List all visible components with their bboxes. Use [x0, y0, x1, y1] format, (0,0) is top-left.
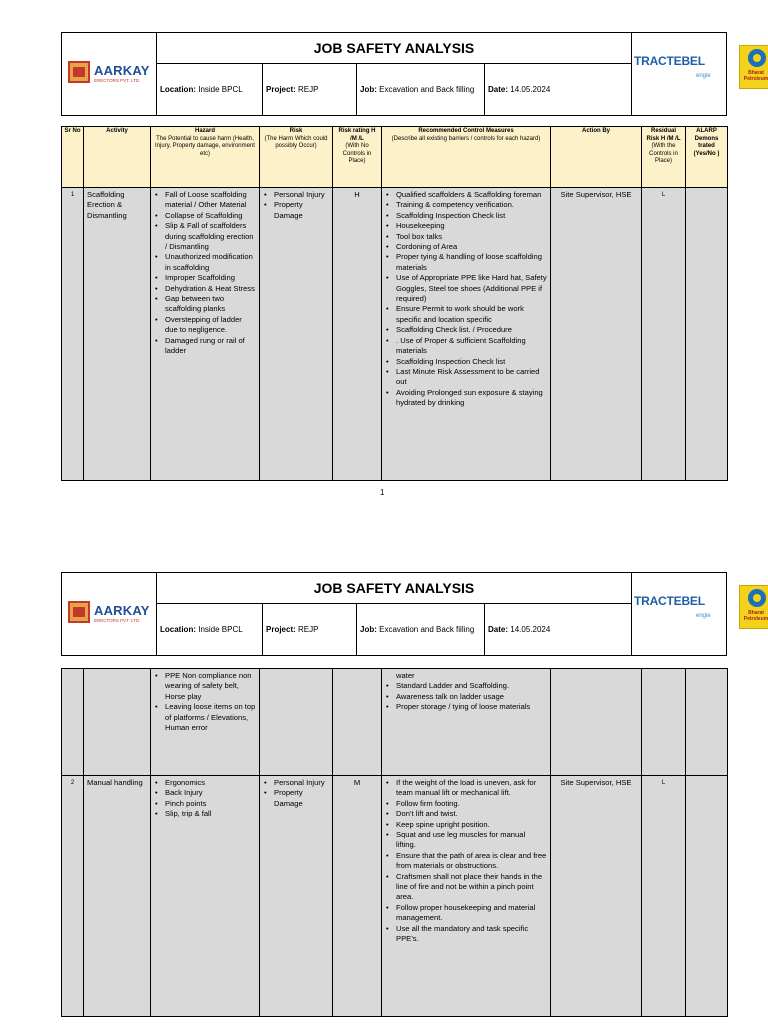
bpcl-logo-text: Bharat Petroleum — [743, 610, 768, 622]
project-field — [263, 64, 357, 115]
list-item: • Awareness talk on ladder usage — [385, 692, 547, 702]
date-value: 14.05.2024 — [510, 625, 551, 634]
col-rating-sub: (With No Controls in Place) — [342, 143, 372, 164]
list-item: • Damaged rung or rail of ladder — [154, 336, 256, 357]
page-number: 1 — [380, 488, 385, 497]
list-item: • Use of Appropriate PPE like Hard hat, Safety Goggles, Steel toe shoes (Additional PPE if required) — [385, 273, 547, 304]
jsa-table-continued — [61, 668, 728, 1017]
list-item: • Ergonomics — [154, 778, 256, 788]
row2-alarp — [686, 776, 728, 1017]
document-header — [61, 32, 768, 116]
job-field — [357, 604, 485, 655]
list-item: • Tool box talks — [385, 232, 547, 242]
list-item: • Gap between two scaffolding planks — [154, 294, 256, 315]
row1-risks — [260, 188, 333, 481]
tractebel-logo: TRACTEBEL — [634, 594, 705, 608]
table-row — [62, 669, 728, 776]
list-item: • Follow proper housekeeping and material management. — [385, 903, 547, 924]
col-risk-sub: (The Harm Which could possibly Occur) — [264, 135, 328, 149]
project-field — [263, 604, 357, 655]
project-value: REJP — [298, 625, 319, 634]
client-logos-cell — [631, 33, 768, 115]
bpcl-logo — [739, 585, 768, 629]
list-item: • Improper Scaffolding — [154, 273, 256, 283]
controls-continuation: water — [396, 671, 415, 680]
row1-hazards — [151, 188, 260, 481]
row1-controls — [382, 188, 551, 481]
date-label: Date: — [488, 625, 509, 634]
row1-cont-controls — [382, 669, 551, 776]
row1-cont-alarp — [686, 669, 728, 776]
list-item: • Qualified scaffolders & Scaffolding foreman — [385, 190, 547, 200]
engie-logo: engie — [696, 73, 711, 79]
list-item: • Personal Injury — [263, 190, 329, 200]
col-rating-title: Risk rating H /M /L — [338, 128, 376, 142]
bpcl-logo-icon — [748, 589, 766, 607]
list-item: • Ensure Permit to work should be work specific and location specific — [385, 304, 547, 325]
project-value: REJP — [298, 85, 319, 94]
row2-risks — [260, 776, 333, 1017]
list-item: • Avoiding Prolonged sun exposure & staying hydrated by drinking — [385, 388, 547, 409]
document-title: JOB SAFETY ANALYSIS — [157, 573, 631, 604]
list-item: • Cordoning of Area — [385, 242, 547, 252]
row2-hazards — [151, 776, 260, 1017]
list-item: • Overstepping of ladder due to negligence. — [154, 315, 256, 336]
col-hazard-title: Hazard — [194, 128, 215, 134]
list-item: • Housekeeping — [385, 221, 547, 231]
header-fields — [157, 604, 631, 655]
client-logos-cell — [631, 573, 768, 655]
list-item: • . Use of Proper & sufficient Scaffolding materials — [385, 336, 547, 357]
col-controls-title: Recommended Control Measures — [418, 128, 514, 134]
col-hazard-sub: The Potential to cause harm (Health, Injury, Property damage, environment etc) — [155, 135, 255, 157]
bpcl-logo-icon — [748, 49, 766, 67]
list-item: • Property Damage — [263, 200, 329, 221]
aarkay-logo-name: AARKAY — [94, 63, 150, 78]
row1-sr: 1 — [62, 188, 84, 481]
list-item: • Pinch points — [154, 799, 256, 809]
col-residual-sub: (With the Controls in Place) — [649, 143, 678, 164]
col-controls-sub: (Describe all existing barriers / controls for each hazard) — [391, 135, 541, 142]
project-label: Project: — [266, 85, 296, 94]
aarkay-logo-icon — [68, 601, 90, 623]
table-row — [62, 776, 728, 1017]
col-risk — [260, 127, 333, 188]
list-item: • Slip, trip & fall — [154, 809, 256, 819]
row2-action-by: Site Supervisor, HSE — [551, 776, 642, 1017]
list-item: • Squat and use leg muscles for manual lifting. — [385, 830, 547, 851]
aarkay-logo-icon — [68, 61, 90, 83]
row1-cont-residual — [642, 669, 686, 776]
document-title: JOB SAFETY ANALYSIS — [157, 33, 631, 64]
aarkay-logo-sub: ERECTORS PVT. LTD. — [94, 618, 141, 623]
aarkay-logo-cell — [62, 33, 157, 115]
job-label: Job: — [360, 85, 377, 94]
list-item: • Fall of Loose scaffolding material / Other Material — [154, 190, 256, 211]
list-item: • Slip & Fall of scaffolders during scaffolding erection / Dismantling — [154, 221, 256, 252]
row1-cont-risks — [260, 669, 333, 776]
document-header — [61, 572, 768, 656]
row1-rating: H — [333, 188, 382, 481]
job-value: Excavation and Back filling — [379, 85, 475, 94]
project-label: Project: — [266, 625, 296, 634]
list-item: • Keep spine upright position. — [385, 820, 547, 830]
col-action: Action By — [551, 127, 642, 188]
date-label: Date: — [488, 85, 509, 94]
table-row — [62, 188, 728, 481]
location-label: Location: — [160, 85, 196, 94]
list-item: • Scaffolding Check list. / Procedure — [385, 325, 547, 335]
jsa-table — [61, 126, 728, 481]
bpcl-logo-text: Bharat Petroleum — [743, 70, 768, 82]
list-item: • Proper tying & handling of loose scaffolding materials — [385, 252, 547, 273]
location-field — [157, 604, 263, 655]
list-item: • Standard Ladder and Scaffolding. — [385, 681, 547, 691]
row1-cont-sr — [62, 669, 84, 776]
col-sr: Sr No — [62, 127, 84, 188]
list-item: • Leaving loose items on top of platforms / Elevations, Human error — [154, 702, 256, 733]
tractebel-logo: TRACTEBEL — [634, 54, 705, 68]
list-item: • Craftsmen shall not place their hands in the line of fire and not be within a pinch point area. — [385, 872, 547, 903]
list-item: • Last Minute Risk Assessment to be carried out — [385, 367, 547, 388]
col-residual — [642, 127, 686, 188]
row1-residual: L — [642, 188, 686, 481]
list-item: • Dehydration & Heat Stress — [154, 284, 256, 294]
list-item: • Scaffolding Inspection Check list — [385, 357, 547, 367]
list-item: • Property Damage — [263, 788, 329, 809]
aarkay-logo-cell — [62, 573, 157, 655]
date-value: 14.05.2024 — [510, 85, 551, 94]
list-item: • PPE Non compliance non wearing of safety belt, Horse play — [154, 671, 256, 702]
list-item: • Training & competency verification. — [385, 200, 547, 210]
col-activity: Activity — [84, 127, 151, 188]
list-item: • Collapse of Scaffolding — [154, 211, 256, 221]
aarkay-logo-name: AARKAY — [94, 603, 150, 618]
list-item: • Ensure that the path of area is clear and free from materials or obstructions. — [385, 851, 547, 872]
location-value: Inside BPCL — [198, 85, 243, 94]
location-value: Inside BPCL — [198, 625, 243, 634]
row2-sr: 2 — [62, 776, 84, 1017]
col-hazard — [151, 127, 260, 188]
row2-controls — [382, 776, 551, 1017]
list-item: • Scaffolding Inspection Check list — [385, 211, 547, 221]
col-alarp: ALARP Demons trated (Yes/No ) — [686, 127, 728, 188]
table-header-row — [62, 127, 728, 188]
location-field — [157, 64, 263, 115]
bpcl-logo — [739, 45, 768, 89]
list-item: • Unauthorized modification in scaffolding — [154, 252, 256, 273]
date-field — [485, 64, 631, 115]
job-field — [357, 64, 485, 115]
location-label: Location: — [160, 625, 196, 634]
list-item: • Don’t lift and twist. — [385, 809, 547, 819]
row2-activity: Manual handling — [84, 776, 151, 1017]
col-rating — [333, 127, 382, 188]
list-item: • Use all the mandatory and task specific PPE’s. — [385, 924, 547, 945]
engie-logo: engie — [696, 613, 711, 619]
aarkay-logo-sub: ERECTORS PVT. LTD. — [94, 78, 141, 83]
row2-residual: L — [642, 776, 686, 1017]
row1-cont-action — [551, 669, 642, 776]
date-field — [485, 604, 631, 655]
col-residual-title: Residual Risk H /M /L — [646, 128, 681, 142]
aarkay-logo — [68, 61, 152, 89]
list-item: • Proper storage / tying of loose materials — [385, 702, 547, 712]
list-item: • If the weight of the load is uneven, ask for team manual lift or mechanical lift. — [385, 778, 547, 799]
page-1 — [0, 0, 768, 505]
list-item: • Back Injury — [154, 788, 256, 798]
col-risk-title: Risk — [289, 128, 303, 134]
row1-activity: Scaffolding Erection & Dismantling — [84, 188, 151, 481]
header-fields — [157, 64, 631, 115]
list-item: • Follow firm footing. — [385, 799, 547, 809]
row1-alarp — [686, 188, 728, 481]
page-2 — [0, 540, 768, 1024]
row1-cont-activity — [84, 669, 151, 776]
job-label: Job: — [360, 625, 377, 634]
row1-action-by: Site Supervisor, HSE — [551, 188, 642, 481]
list-item: • Personal Injury — [263, 778, 329, 788]
row1-cont-rating — [333, 669, 382, 776]
aarkay-logo — [68, 601, 152, 629]
row1-cont-hazards — [151, 669, 260, 776]
col-controls — [382, 127, 551, 188]
job-value: Excavation and Back filling — [379, 625, 475, 634]
row2-rating: M — [333, 776, 382, 1017]
